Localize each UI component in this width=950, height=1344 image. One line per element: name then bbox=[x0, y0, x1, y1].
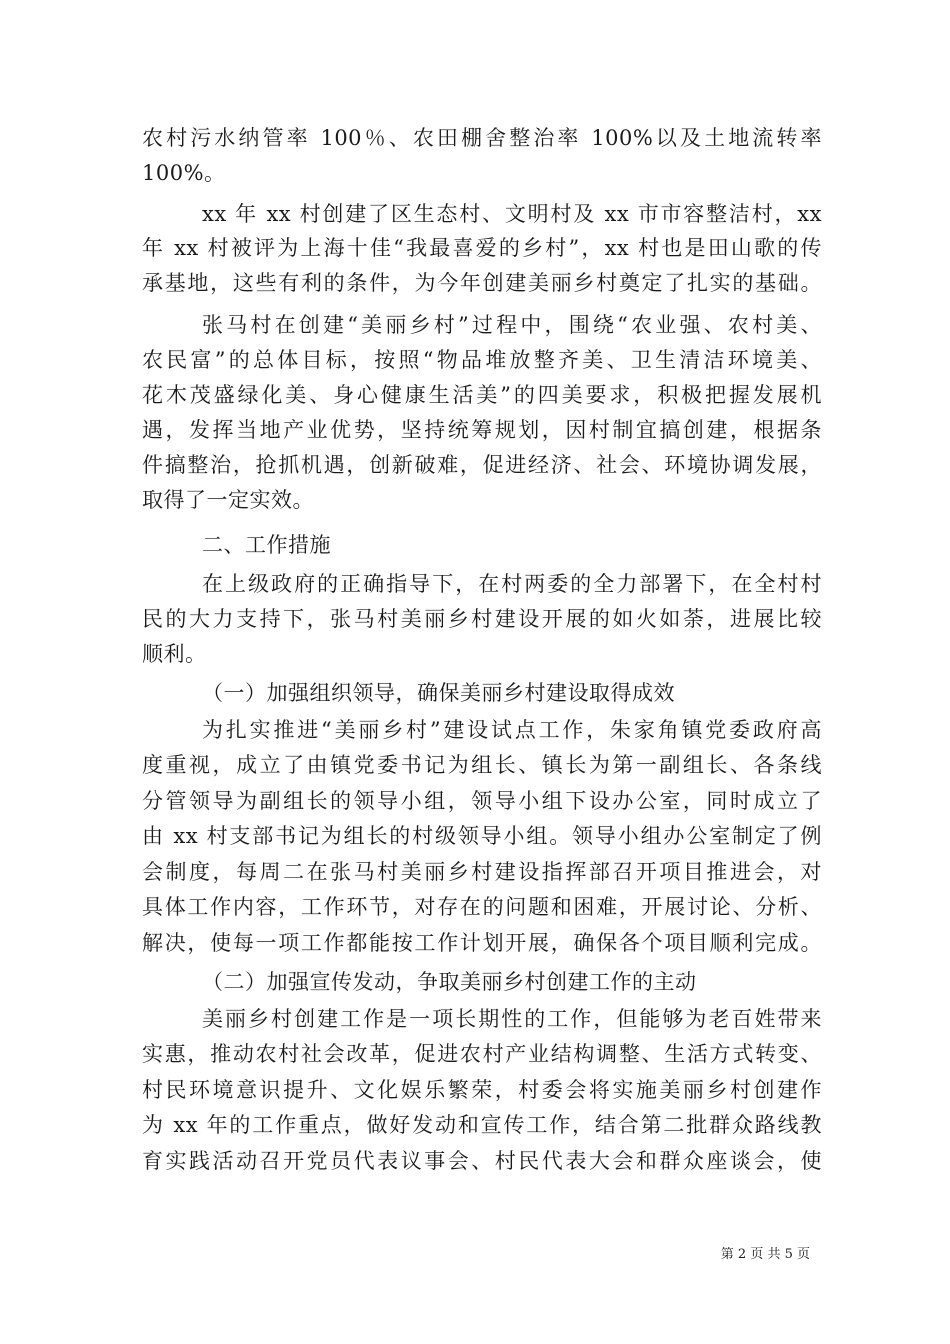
body-line: 解决，使每一项工作都能按工作计划开展，确保各个项目顺利完成。 bbox=[142, 931, 822, 955]
body-line: 取得了一定实效。 bbox=[142, 488, 314, 512]
subsection-heading: （一）加强组织领导，确保美丽乡村建设取得成效 bbox=[202, 681, 675, 705]
body-line: 件搞整治，抢抓机遇，创新破难，促进经济、社会、环境协调发展， bbox=[142, 453, 822, 477]
body-line: 度重视，成立了由镇党委书记为组长、镇长为第一副组长、各条线 bbox=[142, 753, 822, 777]
body-line: 农民富”的总体目标，按照“物品堆放整齐美、卫生清洁环境美、 bbox=[142, 348, 822, 372]
body-line: xx 年 xx 村创建了区生态村、文明村及 xx 市市容整洁村，xx bbox=[202, 202, 822, 226]
body-line: 由 xx 村支部书记为组长的村级领导小组。领导小组办公室制定了例 bbox=[142, 824, 822, 848]
body-line: 民的大力支持下，张马村美丽乡村建设开展的如火如荼，进展比较 bbox=[142, 607, 822, 631]
body-line: 具体工作内容，工作环节，对存在的问题和困难，开展讨论、分析、 bbox=[142, 895, 822, 919]
body-line: 张马村在创建“美丽乡村”过程中，围绕“农业强、农村美、 bbox=[202, 313, 822, 337]
body-line: 为 xx 年的工作重点，做好发动和宣传工作，结合第二批群众路线教 bbox=[142, 1113, 822, 1137]
body-line: 在上级政府的正确指导下，在村两委的全力部署下，在全村村 bbox=[202, 572, 822, 596]
body-line: 村民环境意识提升、文化娱乐繁荣，村委会将实施美丽乡村创建作 bbox=[142, 1078, 822, 1102]
body-line: 年 xx 村被评为上海十佳“我最喜爱的乡村”，xx 村也是田山歌的传 bbox=[142, 236, 822, 260]
body-line: 顺利。 bbox=[142, 642, 207, 666]
body-line: 美丽乡村创建工作是一项长期性的工作，但能够为老百姓带来 bbox=[202, 1007, 822, 1031]
body-line: 为扎实推进“美丽乡村”建设试点工作，朱家角镇党委政府高 bbox=[202, 718, 822, 742]
body-line: 育实践活动召开党员代表议事会、村民代表大会和群众座谈会，使 bbox=[142, 1149, 822, 1173]
body-line: 遇，发挥当地产业优势，坚持统筹规划，因村制宜搞创建，根据条 bbox=[142, 418, 822, 442]
page-number: 第 2 页 共 5 页 bbox=[720, 1247, 810, 1262]
body-line: 会制度，每周二在张马村美丽乡村建设指挥部召开项目推进会，对 bbox=[142, 860, 822, 884]
body-line: 实惠，推动农村社会改革，促进农村产业结构调整、生活方式转变、 bbox=[142, 1042, 822, 1066]
body-line: 花木茂盛绿化美、身心健康生活美”的四美要求，积极把握发展机 bbox=[142, 383, 822, 407]
section-heading: 二、工作措施 bbox=[202, 533, 331, 557]
body-line: 分管领导为副组长的领导小组，领导小组下设办公室，同时成立了 bbox=[142, 789, 822, 813]
body-line: 农村污水纳管率 100％、农田棚舍整治率 100%以及土地流转率 bbox=[142, 126, 822, 150]
body-line: 承基地，这些有利的条件，为今年创建美丽乡村奠定了扎实的基础。 bbox=[142, 271, 822, 295]
subsection-heading: （二）加强宣传发动，争取美丽乡村创建工作的主动 bbox=[202, 970, 697, 994]
body-line: 100%。 bbox=[142, 161, 226, 185]
